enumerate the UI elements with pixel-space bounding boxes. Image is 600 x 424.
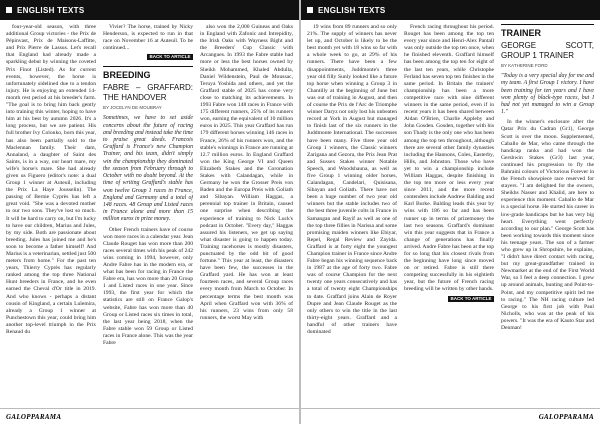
article-intro: Sometimes, we have to set aside concerns about the future of racing and breeding and instead take the time to praise great deeds. Francois Graffard is France's new Champion Trainer, and his team, didn't simply win the championship they dominated the season from February through to October with no doubt beyond. At the time of writing Graffard's stable has won twelve Group 1 races in France, England and Germany and a total of 148 races. 48 Group and Listed races in France alone and more than 15 million euros in prize money. [103,115,193,223]
article-text: Other French trainers have of course won more races in a calendar year. Jean Claude Rouget has won more than 200 races several times with his peak of 242 wins coming in 1994, however, only Andre Fabre has in the modern era, or what has been for racing in France the Fabre era, has won more than 20 Group 1 and Listed races in one year. Since 1993, the first year for which the statistics are still on France Galop's website, Fabre has won more than 40 Group or Listed races six times in total, the last year being 2018, when the Fabre stable won 59 Group or Listed races in France alone. This was the year Fabre [103,226,193,347]
section-heading: TRAINER [501,24,594,39]
section-label: ENGLISH TEXTS [17,5,85,15]
magazine-logo: GALOPPARAMA [538,412,594,421]
right-page-header [301,0,600,20]
left-column-1 [6,24,96,404]
article-text: 19 wins from 89 runners and so only 21%. The supply of winners has never let up, and October is likely to be the best month yet with 18 wins so far with a whole week to go, at 29% of his runners. There have been a few disappointments, Juddmonte's three year old filly Sunly looked like a future top horse when winning a Group 3 in Chantilly at the beginning of June but was out of training in August, and then of course the Prix de l'Arc de Triomphe winner Daryz not only lost his unbeaten record at York in August but managed to finish last of the six runners in the Juddmonte International. The successes have been many. Five three year old Group 1 winners, the Classic winners Zarigana and Gezora, the Prix Jean Prat and Sussex Stakes winner Notable Speech, and Woodshauna, as well as five Group 1 winning older horses, Calandagan, Candelari, Quisisana, Sibayan and Goliath. There have not been a huge number of two year old winners but the stable includes two of the best three juvenile colts in France in Samangan and Rayif as well as one of the top three fillies in Narissa and some promising maiden winners like Ebiyar, Repel, Regal Review and Zayida. Graffard is at forty eight the youngest Champion trainer in France since Andre Fabre began his winning sequence back in 1987 at the age of forty two. Fabre was of course Champion for the next twenty one years consecutively and has a total of twenty eight Championships to date. Graffard joins Alain de Royer Dupre and Jean Claude Rouget as the only others to win the title in the last thirty-eight years. Graffard and a handful of other trainers have dominated [307,24,397,336]
square-icon [307,7,313,13]
left-page-footer [0,408,299,424]
left-column-3 [200,24,293,404]
byline: BY KATHERINE FORD [501,63,548,68]
byline: BY JOCELYN DE MOUBRAY [103,105,162,111]
article-text: In the winner's enclosure after the Qatar Prix du Cadran (Gr1), George Scott is over the moon. Supplemented, Caballo de Mar, who came through the handicap ranks and had won the Gershwin Stakes (Gr3) last year, continued his progression to fly the Bahraini colours of Victorious Forever in the French showpiece race reserved for stayers. "I am delighted for the owners, Sheikhs Nasser and Khalid, are here to experience this moment. Caballo de Mar is a special horse. He started his career in low-grade handicaps but he has very big heart. Everything went perfectly according to our plan." George Scott has been working towards this moment since his teenage years. The son of a farmer who grew up in Shropshire, he explains, "I didn't have direct contact with racing, but my great-grandfather trained in Newmarket at the end of the First World War, so I feel a deep connection. I grew up around animals, hunting and Point-to-Point, and my competitive spirit led me to racing." The NH racing culture led George to his first job with Paul Nicholls, who was at the peak of his powers. "It was the era of Kauto Star and Denman! [501,119,594,332]
magazine-logo: GALOPPARAMA [6,412,62,421]
article-title: FABRE – GRAFFARD: THE HANDOVER [103,83,193,102]
right-column-3 [501,24,594,404]
left-page-header [0,0,299,20]
right-column-1 [307,24,397,404]
left-column-2 [103,24,193,404]
back-to-article-button[interactable]: BACK TO ARTICLE [448,296,494,302]
square-icon [6,7,12,13]
article-intro: "Today is a very special day for me and my team. A first Group 1 victory. I have been training for ten years and I have won plenty of black-type races, but I had not yet managed to win a Group 1." [501,73,594,116]
section-heading: BREEDING [103,66,193,81]
article-text: Vivier? The horse, trained by Nicky Henderson, is expected to run in that race on November 16 at Auteuil. To be continued... [103,24,193,52]
article-text: also won the 2,000 Guineas and Oaks in England with Zafonic and Intrepidity, the Irish Oaks with Wayness Bight and the Breeders' Cup Classic with Arcangues. In 1993 the Fabre stable had more or less the best horses owned by Sheikh Mohammed, Khaled Abdulla, Daniel Wildenstein, Paul de Moussac, Teruya Yoshida and others, and yet the Graffard stable of 2025 has come very close to matching its achievements. In 1993 Fabre won 148 races in France with 175 different runners, 25% of its runners won, earning the equivalent of 10 million euros in 2025. This year Graffard has run 179 different horses winning 146 races in France, 26% of his runners won, and the stable's winnings in France are running at 12.7 million euros. In England Graffard won the King George VI and Queen Elizabeth Stakes and the Coronation Stakes with Calandagan, while in Germany he won the Grosser Preis von Baden and the Europa Preis with Goliath and Sibayan. William Haggas, a perennial top trainer in Britain, caused one surprise when describing the experience of training to Nick Luck's podcast in October. "Every day," Haggas assured his listeners, we get up saying what disaster is going to happen today. Training racehorses is mostly disasters, punctuated by the odd bit of good fortune." This year at least, the disasters have been few, the successes in the Graffard yard. He has won at least fourteen races, and several Group races every month from March to October. In percentage terms the best month was April when Graffard won with 36% of his runners, 23 wins from only 58 runners, the worst May with [200,24,293,321]
right-page [301,0,600,424]
back-to-article-button[interactable]: BACK TO ARTICLE [147,54,193,60]
article-title: GEORGE SCOTT, GROUP 1 TRAINER [501,41,594,60]
left-page [0,0,299,424]
right-page-footer [301,408,600,424]
right-column-2 [404,24,494,404]
section-label: ENGLISH TEXTS [318,5,386,15]
article-text: French racing throughout his period. Rouget has been among the top ten every year since and Henri-Alex Pantall was only outside the top ten once, when he finished eleventh. Graffard himself has been among the top ten for eight of the last ten years, while Christophe Ferland has seven top ten finishes in the same period. In Britain the trainers' championship has been a more competitive race with nine different winners in the same period, even if in recent years it has been shared between Aidan O'Brien, Charlie Appleby and John Gosden. Gosden, together with his son Thady is the only one who has been among the top ten throughout, although there are several other family dynasties including the Hannons, Coles, Easterby, Hills, and Johnston. Those who have yet to win a championship include William Haggas, despite finishing in the top ten more or less every year since 2011, and the more recent contenders include Andrew Balding and Karl Burke. Balding leads this year by wins with 186 so far and has been runner up in terms of prizemoney the last two seasons. Graffard's dominant win this year suggests that in France a change of generations has finally arrived. Andre Fabre has been at the top for so long that his closest rivals from the beginning have long since moved on or retired. Fabre is still there competing successfully in his eightieth year, but the future of French racing breeding will be written by other hands. [404,24,494,293]
article-text: four-year-old season, with three additional Group victories - the Prix de Pépinvast, Prix de Maisons-Laffitte, and Prix Pierre de Lassus. Let's recall that England had already made a sparkling debut by winning the coveted Prix Finot (Listed). As for current events, however, the horse is unfortunately sidelined due to a tendon injury. He is enjoying an extended 14-month rest period at his breeder's farm. "The goal is to bring him back gently into training this winter, hoping to have him at his best by autumn 2026. It's a long process, but we are patient. His full brother Ivy Colonko, born this year, has also been partially sold to the Maclennan family. Their dam, Annaland, a daughter of Saint des Saints, is in a way, our heart mare, my wife's horse's mare. She had already given us Figuero (editor's note: a dual Group 1 winner at Auteuil, including the Prix La Haye Jousselin). The passing of Bernie Cyprès has left a great void. "She was a devoted mother to our two sons. They've lost so much. It will be hard to carry on, but I'm lucky to have our children, Marius and Jules, by my side. Both are passionate about breeding. Jules has joined me and he's soon to become a father himself! And Marius is a veterinarian, settled just 500 meters from home." For the past ten years, Thierry Cyprès has regularly ranked among the top three National Hunt breeders in France, and he even earned the Cheval d'Or title in 2019. And who knows - perhaps a distant cousin of Kingland, a certain Lulemira, already a Group 1 winner at Punchestown this year, could bring him another top-level triumph in the Prix Renaud du [6,24,96,336]
